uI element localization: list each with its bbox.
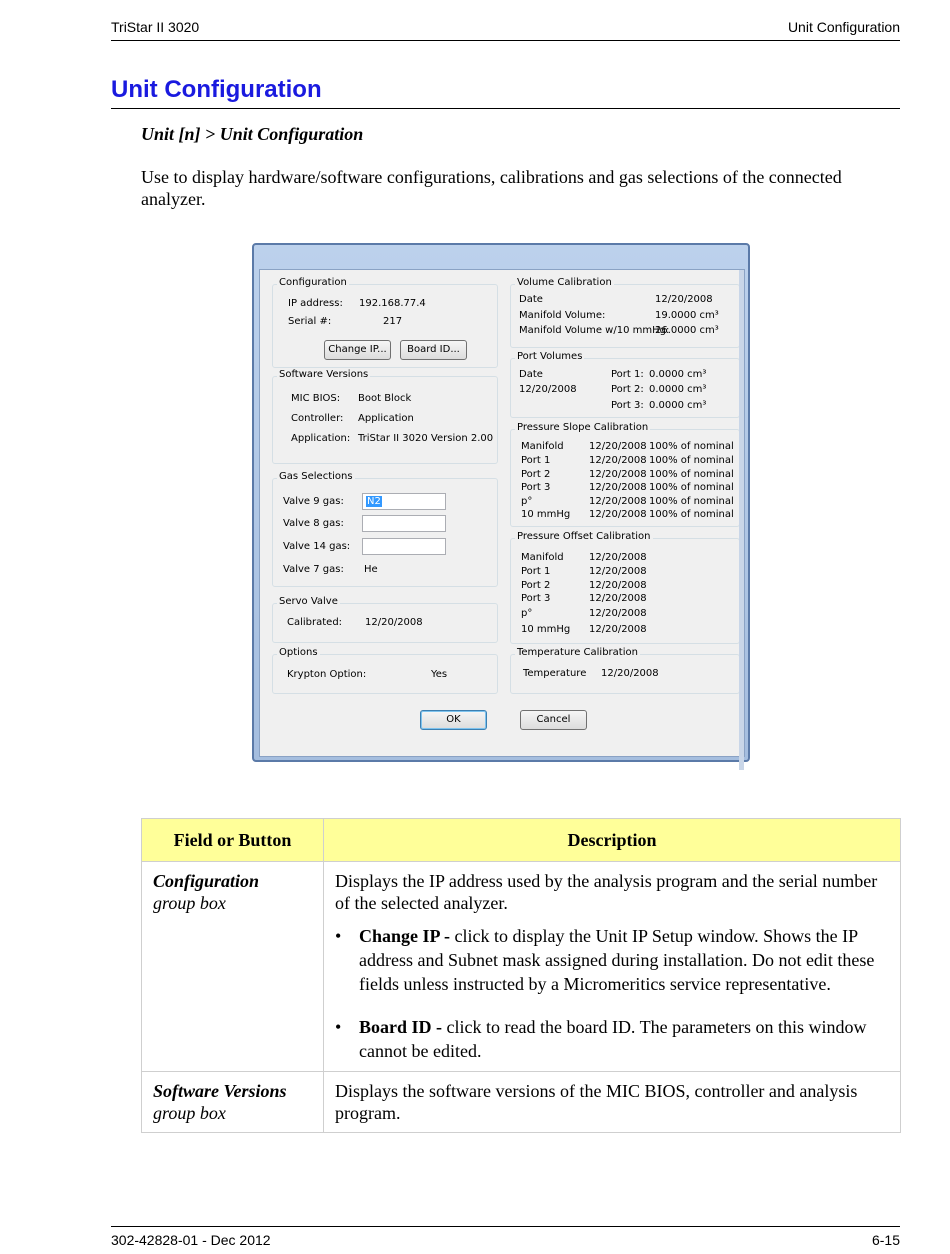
gas-selections-group-title: Gas Selections xyxy=(279,471,353,482)
port-2-label: Port 2: xyxy=(611,384,644,395)
port-volumes-group xyxy=(510,351,740,418)
bullet: • xyxy=(335,1017,342,1037)
valve-14-label: Valve 14 gas: xyxy=(283,541,351,552)
slope-row-name: p° xyxy=(521,496,533,507)
description-cell xyxy=(324,862,901,1072)
bullet-text: click to display the Unit IP Setup window. Shows the IP address and Subnet mask assigned during installation. Do not edit these fields unless instructed by a Micromeritics service representative. xyxy=(359,926,875,994)
table-row xyxy=(142,862,901,1072)
serial-value: 217 xyxy=(383,316,403,327)
pressure-slope-group-title: Pressure Slope Calibration xyxy=(517,422,649,433)
field-type: group box xyxy=(153,893,226,913)
offset-row-name: 10 mmHg xyxy=(521,624,571,635)
port-1-value: 0.0000 cm³ xyxy=(649,369,707,380)
offset-row-date: 12/20/2008 xyxy=(589,593,647,604)
temperature-calibration-group xyxy=(510,647,740,694)
field-description-table xyxy=(141,818,901,1133)
slope-row-status: 100% of nominal xyxy=(649,469,734,480)
ip-address-value: 192.168.77.4 xyxy=(359,298,426,309)
offset-row-date: 12/20/2008 xyxy=(589,624,647,635)
valve-9-gas-input[interactable] xyxy=(362,493,446,510)
slope-row-date: 12/20/2008 xyxy=(589,455,647,466)
serial-label: Serial #: xyxy=(288,316,332,327)
pressure-offset-group xyxy=(510,531,740,644)
bullet-text: click to read the board ID. The parameters on this window cannot be edited. xyxy=(359,1017,867,1061)
offset-row-date: 12/20/2008 xyxy=(589,580,647,591)
header-section: Unit Configuration xyxy=(787,19,900,35)
slope-row-name: Port 3 xyxy=(521,482,551,493)
description-cell xyxy=(324,1072,901,1133)
software-versions-group xyxy=(272,369,498,464)
slope-row-name: Port 2 xyxy=(521,469,551,480)
field-column-header: Field or Button xyxy=(142,819,324,862)
slope-row-status: 100% of nominal xyxy=(649,441,734,452)
offset-row-date: 12/20/2008 xyxy=(589,608,647,619)
mic-bios-value: Boot Block xyxy=(358,393,412,404)
controller-value: Application xyxy=(358,413,414,424)
manifold-volume-10mmhg-label: Manifold Volume w/10 mmHg: xyxy=(519,325,670,336)
field-cell xyxy=(142,862,324,1072)
servo-valve-group-title: Servo Valve xyxy=(279,596,338,607)
intro-paragraph: Use to display hardware/software configurations, calibrations and gas selections of the connected analyzer. xyxy=(141,167,842,209)
change-ip-button[interactable]: Change IP... xyxy=(324,340,391,360)
header-product: TriStar II 3020 xyxy=(111,19,200,35)
field-name: Software Versions xyxy=(153,1081,287,1101)
ok-button[interactable]: OK xyxy=(420,710,487,730)
description-text: Displays the software versions of the MIC BIOS, controller and analysis program. xyxy=(335,1081,858,1123)
bullet-item xyxy=(335,924,889,996)
bullet-term: Change IP - xyxy=(359,926,451,946)
description-text: Displays the IP address used by the analysis program and the serial number of the selected analyzer. xyxy=(335,871,878,913)
manifold-volume-value: 19.0000 cm³ xyxy=(655,310,719,321)
servo-valve-group xyxy=(272,596,498,643)
slope-row-name: 10 mmHg xyxy=(521,509,571,520)
port-1-label: Port 1: xyxy=(611,369,644,380)
port-2-value: 0.0000 cm³ xyxy=(649,384,707,395)
offset-row-date: 12/20/2008 xyxy=(589,552,647,563)
mic-bios-label: MIC BIOS: xyxy=(291,393,341,404)
valve-8-gas-input[interactable] xyxy=(362,515,446,532)
valve-7-value: He xyxy=(364,564,378,575)
valve-8-label: Valve 8 gas: xyxy=(283,518,344,529)
krypton-option-label: Krypton Option: xyxy=(287,669,367,680)
krypton-option-value: Yes xyxy=(431,669,448,680)
offset-row-date: 12/20/2008 xyxy=(589,566,647,577)
volume-calibration-group xyxy=(510,277,740,348)
slope-row-name: Port 1 xyxy=(521,455,551,466)
application-value: TriStar II 3020 Version 2.00 xyxy=(358,433,494,444)
calibrated-value: 12/20/2008 xyxy=(365,617,423,628)
temperature-calibration-group-title: Temperature Calibration xyxy=(517,647,638,658)
cancel-button[interactable]: Cancel xyxy=(520,710,587,730)
volume-calibration-group-title: Volume Calibration xyxy=(517,277,612,288)
bullet-item xyxy=(335,1015,889,1063)
volume-date-value: 12/20/2008 xyxy=(655,294,713,305)
page-footer xyxy=(111,1226,900,1248)
options-group xyxy=(272,647,498,694)
valve-7-label: Valve 7 gas: xyxy=(283,564,344,575)
dialog-client-area xyxy=(259,269,745,757)
page-number: 6-15 xyxy=(871,1232,900,1248)
page-header xyxy=(111,18,900,41)
board-id-button[interactable]: Board ID... xyxy=(400,340,467,360)
slope-row-date: 12/20/2008 xyxy=(589,441,647,452)
application-label: Application: xyxy=(291,433,351,444)
slope-row-status: 100% of nominal xyxy=(649,455,734,466)
temperature-value: 12/20/2008 xyxy=(601,668,659,679)
port-volumes-date-value: 12/20/2008 xyxy=(519,384,577,395)
configuration-group-title: Configuration xyxy=(279,277,347,288)
slope-row-status: 100% of nominal xyxy=(649,496,734,507)
temperature-label: Temperature xyxy=(523,668,587,679)
pressure-offset-group-title: Pressure Offset Calibration xyxy=(517,531,651,542)
document-number: 302-42828-01 - Dec 2012 xyxy=(111,1232,271,1248)
manifold-volume-label: Manifold Volume: xyxy=(519,310,606,321)
volume-date-label: Date xyxy=(519,294,543,305)
calibrated-label: Calibrated: xyxy=(287,617,343,628)
slope-row-status: 100% of nominal xyxy=(649,509,734,520)
ip-address-label: IP address: xyxy=(288,298,343,309)
bullet-term: Board ID - xyxy=(359,1017,443,1037)
valve-9-gas-value: N2 xyxy=(367,496,381,507)
slope-row-date: 12/20/2008 xyxy=(589,469,647,480)
software-versions-group-title: Software Versions xyxy=(279,369,369,380)
port-3-label: Port 3: xyxy=(611,400,644,411)
bullet: • xyxy=(335,926,342,946)
pressure-slope-group xyxy=(510,422,740,527)
field-cell xyxy=(142,1072,324,1133)
offset-row-name: Port 1 xyxy=(521,566,551,577)
gas-selections-group xyxy=(272,471,498,587)
page-title: Unit Configuration xyxy=(111,76,900,109)
controller-label: Controller: xyxy=(291,413,344,424)
manifold-volume-10mmhg-value: 26.0000 cm³ xyxy=(655,325,719,336)
unit-configuration-dialog xyxy=(252,243,750,762)
valve-9-label: Valve 9 gas: xyxy=(283,496,344,507)
port-volumes-date-label: Date xyxy=(519,369,543,380)
offset-row-name: Port 2 xyxy=(521,580,551,591)
valve-14-gas-input[interactable] xyxy=(362,538,446,555)
slope-row-name: Manifold xyxy=(521,441,564,452)
slope-row-date: 12/20/2008 xyxy=(589,509,647,520)
dialog-right-edge xyxy=(739,270,744,770)
field-name: Configuration xyxy=(153,871,260,891)
slope-row-date: 12/20/2008 xyxy=(589,482,647,493)
offset-row-name: Manifold xyxy=(521,552,564,563)
table-row xyxy=(142,1072,901,1133)
description-column-header: Description xyxy=(324,819,901,862)
port-3-value: 0.0000 cm³ xyxy=(649,400,707,411)
port-volumes-group-title: Port Volumes xyxy=(517,351,583,362)
options-group-title: Options xyxy=(279,647,318,658)
table-header-row xyxy=(142,819,901,862)
offset-row-name: p° xyxy=(521,608,533,619)
slope-row-status: 100% of nominal xyxy=(649,482,734,493)
menu-path: Unit [n] > Unit Configuration xyxy=(141,124,364,144)
field-type: group box xyxy=(153,1103,226,1123)
offset-row-name: Port 3 xyxy=(521,593,551,604)
configuration-group xyxy=(272,277,498,368)
slope-row-date: 12/20/2008 xyxy=(589,496,647,507)
